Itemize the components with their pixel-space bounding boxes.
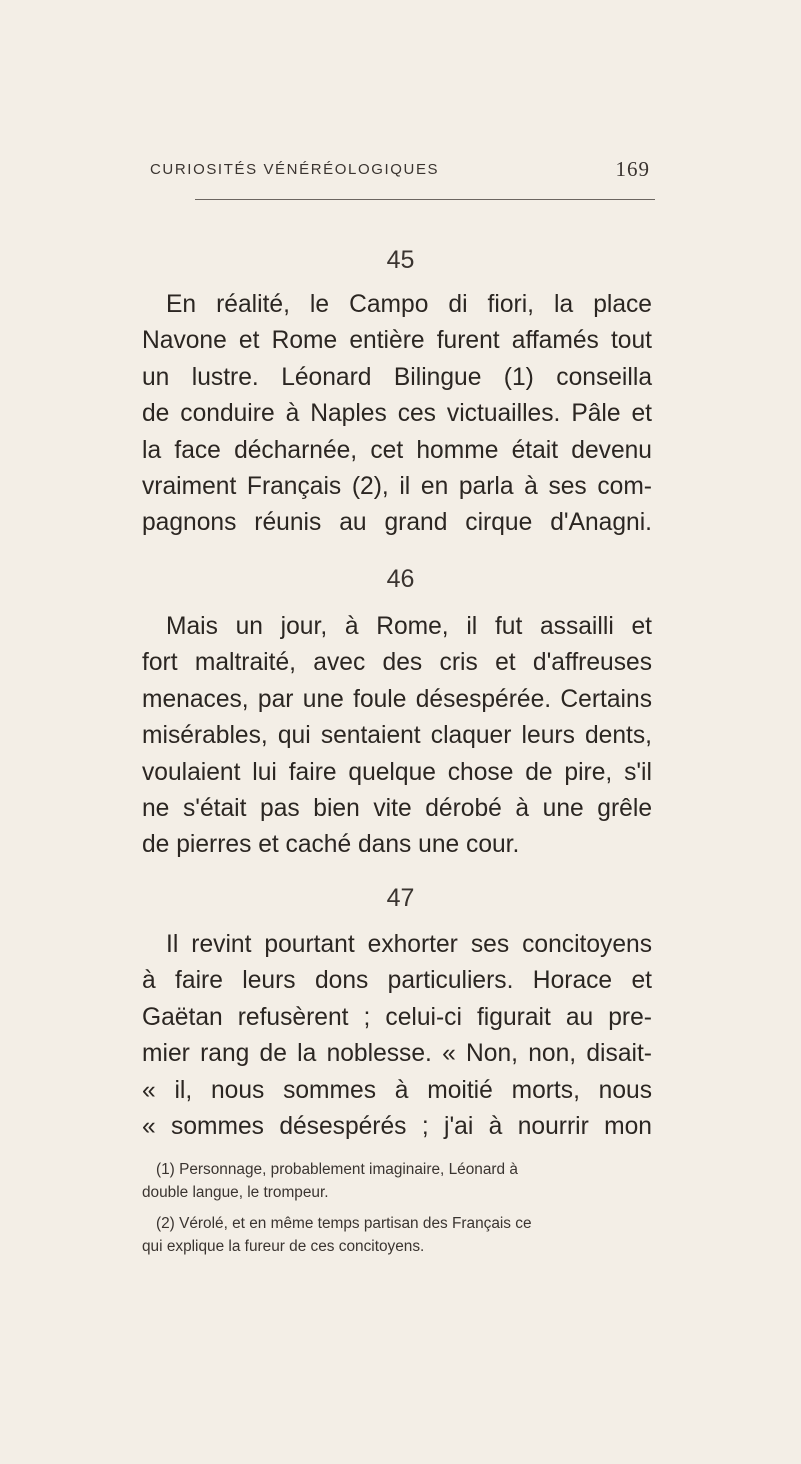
text-line: vraiment Français (2), il en parla à ses com- <box>142 473 652 501</box>
text-line: En réalité, le Campo di fiori, la place <box>166 291 652 318</box>
text-line: voulaient lui faire quelque chose de pire, s'il <box>142 758 652 786</box>
text-line: pagnons réunis au grand cirque d'Anagni. <box>142 509 652 537</box>
footnotes <box>142 1158 652 1266</box>
text-line: « sommes désespérés ; j'ai à nourrir mon <box>142 1113 652 1141</box>
text-line: misérables, qui sentaient claquer leurs dents, <box>142 722 652 750</box>
paragraph-46 <box>142 609 652 864</box>
text-line: mier rang de la noblesse. « Non, non, disait- <box>142 1040 652 1068</box>
text-line: la face décharnée, cet homme était devenu <box>142 436 652 464</box>
text-line: fort maltraité, avec des cris et d'affreuses <box>142 649 652 677</box>
paragraph-45 <box>142 287 652 542</box>
page-number: 169 <box>615 157 650 181</box>
text-line: Navone et Rome entière furent affamés tout <box>142 327 652 355</box>
text-line: un lustre. Léonard Bilingue (1) conseilla <box>142 363 652 391</box>
text-line: de pierres et caché dans une cour. <box>142 831 520 859</box>
text-line: Gaëtan refusèrent ; celui-ci figurait au pre- <box>142 1003 652 1031</box>
footnote-line: (1) Personnage, probablement imaginaire, Léonard à <box>156 1161 518 1178</box>
footnote-2 <box>142 1212 652 1258</box>
page-header <box>150 157 650 187</box>
text-line: ne s'était pas bien vite dérobé à une grêle <box>142 795 652 823</box>
section-number-47: 47 <box>386 884 415 912</box>
footnote-line: qui explique la fureur de ces concitoyens. <box>142 1238 425 1255</box>
text-line: à faire leurs dons particuliers. Horace et <box>142 967 652 995</box>
section-number-46: 46 <box>386 565 415 593</box>
footnote-line: double langue, le trompeur. <box>142 1184 329 1201</box>
text-line: « il, nous sommes à moitié morts, nous <box>142 1076 652 1104</box>
text-line: menaces, par une foule désespérée. Certains <box>142 685 652 713</box>
paragraph-47 <box>142 927 652 1145</box>
header-rule <box>195 199 655 200</box>
text-line: Il revint pourtant exhorter ses concitoyens <box>166 931 652 958</box>
footnote-line: (2) Vérolé, et en même temps partisan des Français ce <box>156 1215 532 1232</box>
running-title: CURIOSITÉS VÉNÉRÉOLOGIQUES <box>150 161 440 178</box>
text-line: Mais un jour, à Rome, il fut assailli et <box>166 613 652 640</box>
text-line: de conduire à Naples ces victuailles. Pâle et <box>142 400 652 428</box>
footnote-1 <box>142 1158 652 1204</box>
section-number-45: 45 <box>386 246 415 274</box>
